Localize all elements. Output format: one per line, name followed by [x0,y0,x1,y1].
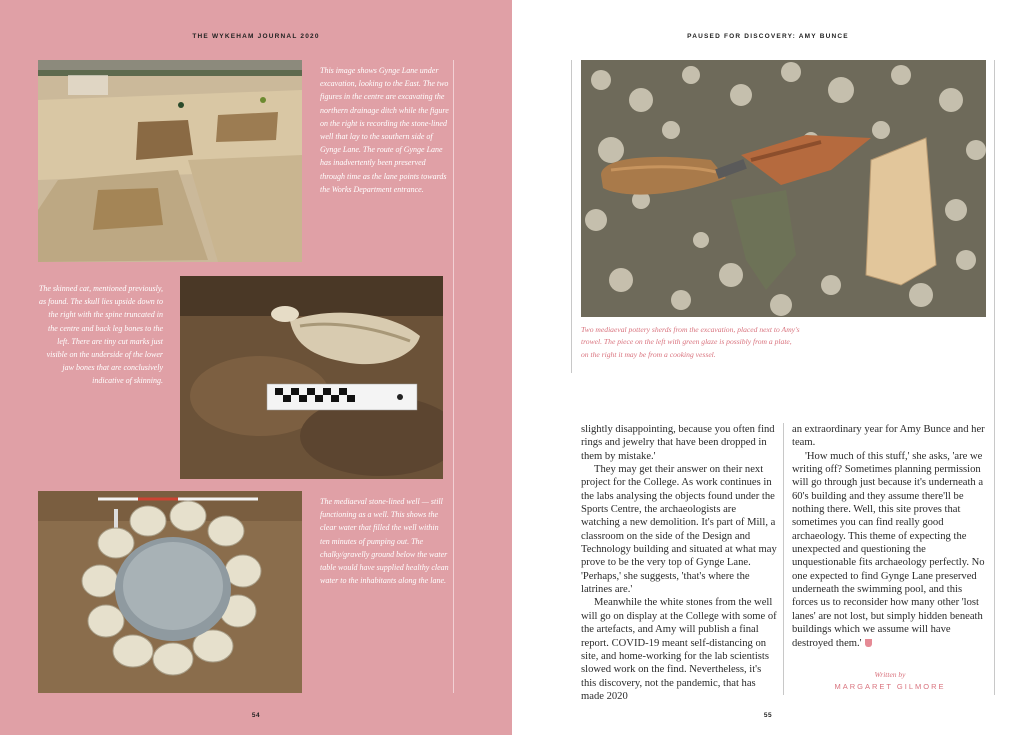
column-rule-left-margin [571,60,572,373]
column-divider [783,423,784,695]
pottery-photo [581,60,986,317]
byline-author: MARGARET GILMORE [834,682,946,691]
cat-photo [180,276,443,479]
paragraph: slightly disappointing, because you often find rings and jewelry that have been dropped in them by mistake.' [581,424,775,462]
right-page [512,0,1024,735]
paragraph [792,450,988,650]
paragraph: Meanwhile the white stones from the well will go on display at the College with some of the artefacts, and Amy will publish a final report. COVID-19 meant self-distancing on site, and home-working for the lab scientists slowed work on the find. Nevertheless, it's this discovery, not the pandemic, that has made 2020 [581,597,777,702]
column-rule-left [453,60,454,693]
running-head-right: PAUSED FOR DISCOVERY: AMY BUNCE [687,33,849,40]
pottery-caption: Two mediaeval pottery sherds from the excavation, placed next to Amy's trowel. The piece on the left with green glaze is possibly from a plate, on the right it may be from a cooking vessel. [581,325,800,359]
byline-label: Written by [874,670,906,679]
cat-caption: The skinned cat, mentioned previously, as found. The skull lies upside down to the right with the spine truncated in the centre and back leg bones to the left. There are tiny cut marks just visible on the underside of the lower jaw bones that are conclusively indicative of skinning. [38,284,163,386]
excavation-caption: This image shows Gynge Lane under excavation, looking to the East. The two figures in the centre are excavating the northern drainage ditch while the figure on the right is recording the stone-lined well that lay to the southern side of Gynge Lane. The route of Gynge Lane has inadvertently been preserved through time as the lane points towards the Works Department entrance. [320,66,449,194]
paragraph: They may get their answer on their next project for the College. As work continues in the labs analysing the objects found under the Sports Centre, the archaeologists are watching a new demolition. It's part of Mill, a classroom on the side of the Design and Technology building and situated at what may prove to be the very top of Gynge Lane. 'Perhaps,' she suggests, 'that's where the latrines are.' [581,464,777,596]
closing-paragraph: 'How much of this stuff,' she asks, 'are we writing off? Sometimes planning permission will go through just because it's underneath a 60's building and they assume there'll be nothing there. Well, this site proves that sometimes you can find really good archaeology. This theme of expecting the unexpected and questioning the unquestionable fits archaeology perfectly. No one expected to find Gynge Lane preserved underneath the swimming pool, and this forces us to reconsider how many other 'lost lanes' are not lost, but simply hidden beneath buildings which we assume will have destroyed them.' [792,450,985,649]
well-caption: The mediaeval stone-lined well — still functioning as a well. This shows the clear water that filled the well within ten minutes of pumping out. The chalky/gravelly ground below the water table would have supplied healthy clean water to the inhabitants along the lane. [320,497,449,586]
excavation-photo [38,60,302,262]
well-photo [38,491,302,693]
body-column-2 [792,423,988,650]
paragraph: an extraordinary year for Amy Bunce and her team. [792,424,985,449]
end-mark-icon [865,639,872,647]
body-column-1 [581,423,777,703]
page-number-right: 55 [763,712,773,719]
page-number-left: 54 [251,712,261,719]
column-rule-right-margin [994,60,995,695]
running-head-left: THE WYKEHAM JOURNAL 2020 [192,33,320,40]
